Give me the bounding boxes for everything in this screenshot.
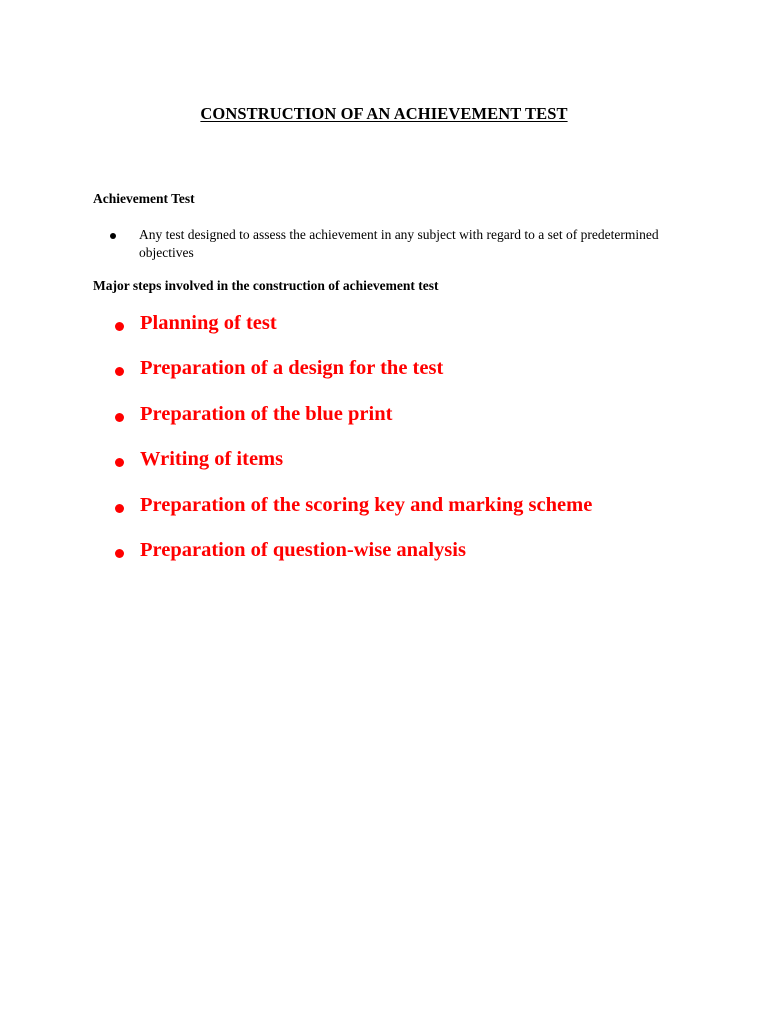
- bullet-icon: [115, 413, 124, 422]
- bullet-icon: [115, 367, 124, 376]
- definition-text: Any test designed to assess the achievement in any subject with regard to a set of predetermined objectives: [139, 227, 659, 260]
- steps-list: [115, 312, 755, 584]
- step-item: [115, 312, 755, 357]
- bullet-icon: [115, 322, 124, 331]
- step-label: Preparation of a design for the test: [140, 357, 444, 380]
- definition-list-item: [110, 226, 670, 262]
- steps-heading: Major steps involved in the construction of achievement test: [93, 278, 439, 293]
- step-item: [115, 403, 755, 448]
- step-item: [115, 448, 755, 493]
- step-label: Preparation of the scoring key and marking scheme: [140, 493, 593, 516]
- step-item: [115, 357, 755, 402]
- bullet-icon: [110, 233, 116, 239]
- document-title: CONSTRUCTION OF AN ACHIEVEMENT TEST: [200, 104, 568, 123]
- step-item: [115, 539, 755, 584]
- step-item: [115, 494, 755, 539]
- bullet-icon: [115, 549, 124, 558]
- step-label: Writing of items: [140, 448, 284, 471]
- bullet-icon: [115, 504, 124, 513]
- step-label: Preparation of question-wise analysis: [140, 538, 466, 561]
- step-label: Planning of test: [140, 312, 277, 334]
- bullet-icon: [115, 458, 124, 467]
- step-label: Preparation of the blue print: [140, 402, 393, 425]
- definition-heading: Achievement Test: [93, 191, 195, 206]
